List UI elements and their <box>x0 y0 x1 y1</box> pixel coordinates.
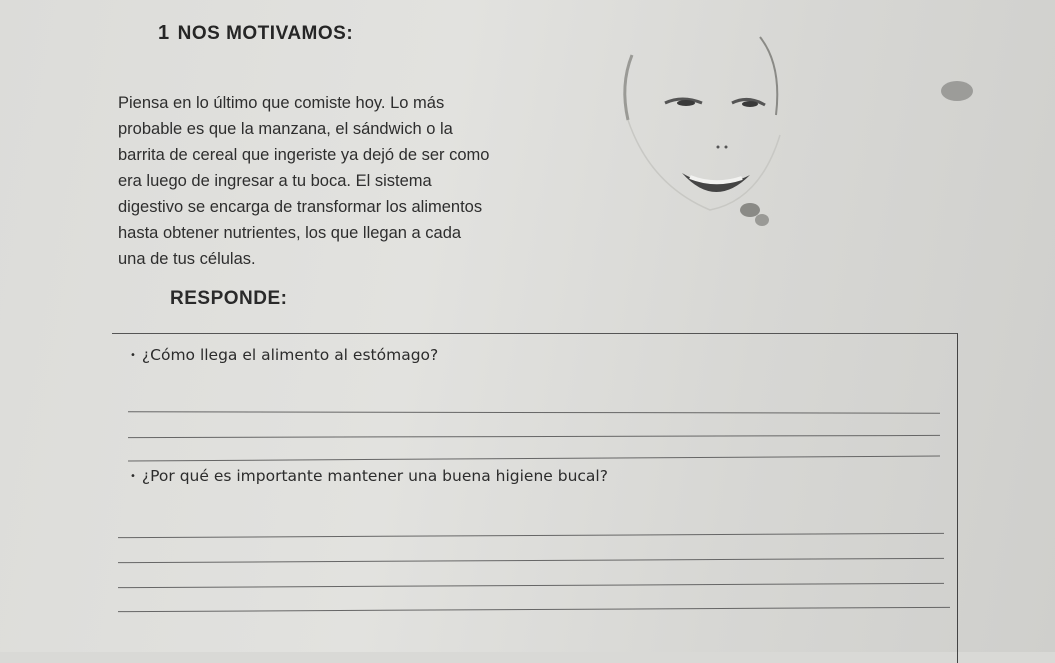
question-text: ¿Cómo llega el alimento al estómago? <box>141 346 439 364</box>
question-1 <box>130 346 438 364</box>
bullet-icon: • <box>130 470 136 482</box>
paragraph-line: hasta obtener nutrientes, los que llegan a cada <box>118 224 462 242</box>
bullet-icon: • <box>130 349 136 361</box>
paragraph-line: era luego de ingresar a tu boca. El sistema <box>118 172 432 190</box>
paragraph-line: Piensa en lo último que comiste hoy. Lo más <box>118 94 445 112</box>
smiling-face-illustration <box>610 25 820 255</box>
paragraph-line: barrita de cereal que ingeriste ya dejó de ser como <box>118 146 490 164</box>
paragraph-line: probable es que la manzana, el sándwich o la <box>118 120 453 138</box>
section-number: 1 <box>158 22 170 44</box>
paragraph-line: digestivo se encarga de transformar los alimentos <box>118 198 483 216</box>
decorative-blob-icon <box>940 80 974 102</box>
question-text: ¿Por qué es importante mantener una buena higiene bucal? <box>141 467 608 485</box>
responde-heading: RESPONDE: <box>170 288 288 309</box>
section-heading <box>158 22 353 45</box>
answer-box <box>112 333 958 663</box>
paragraph-line: una de tus células. <box>118 250 256 268</box>
intro-paragraph <box>118 90 598 272</box>
question-2 <box>130 467 608 485</box>
section-title: NOS MOTIVAMOS: <box>177 22 354 44</box>
